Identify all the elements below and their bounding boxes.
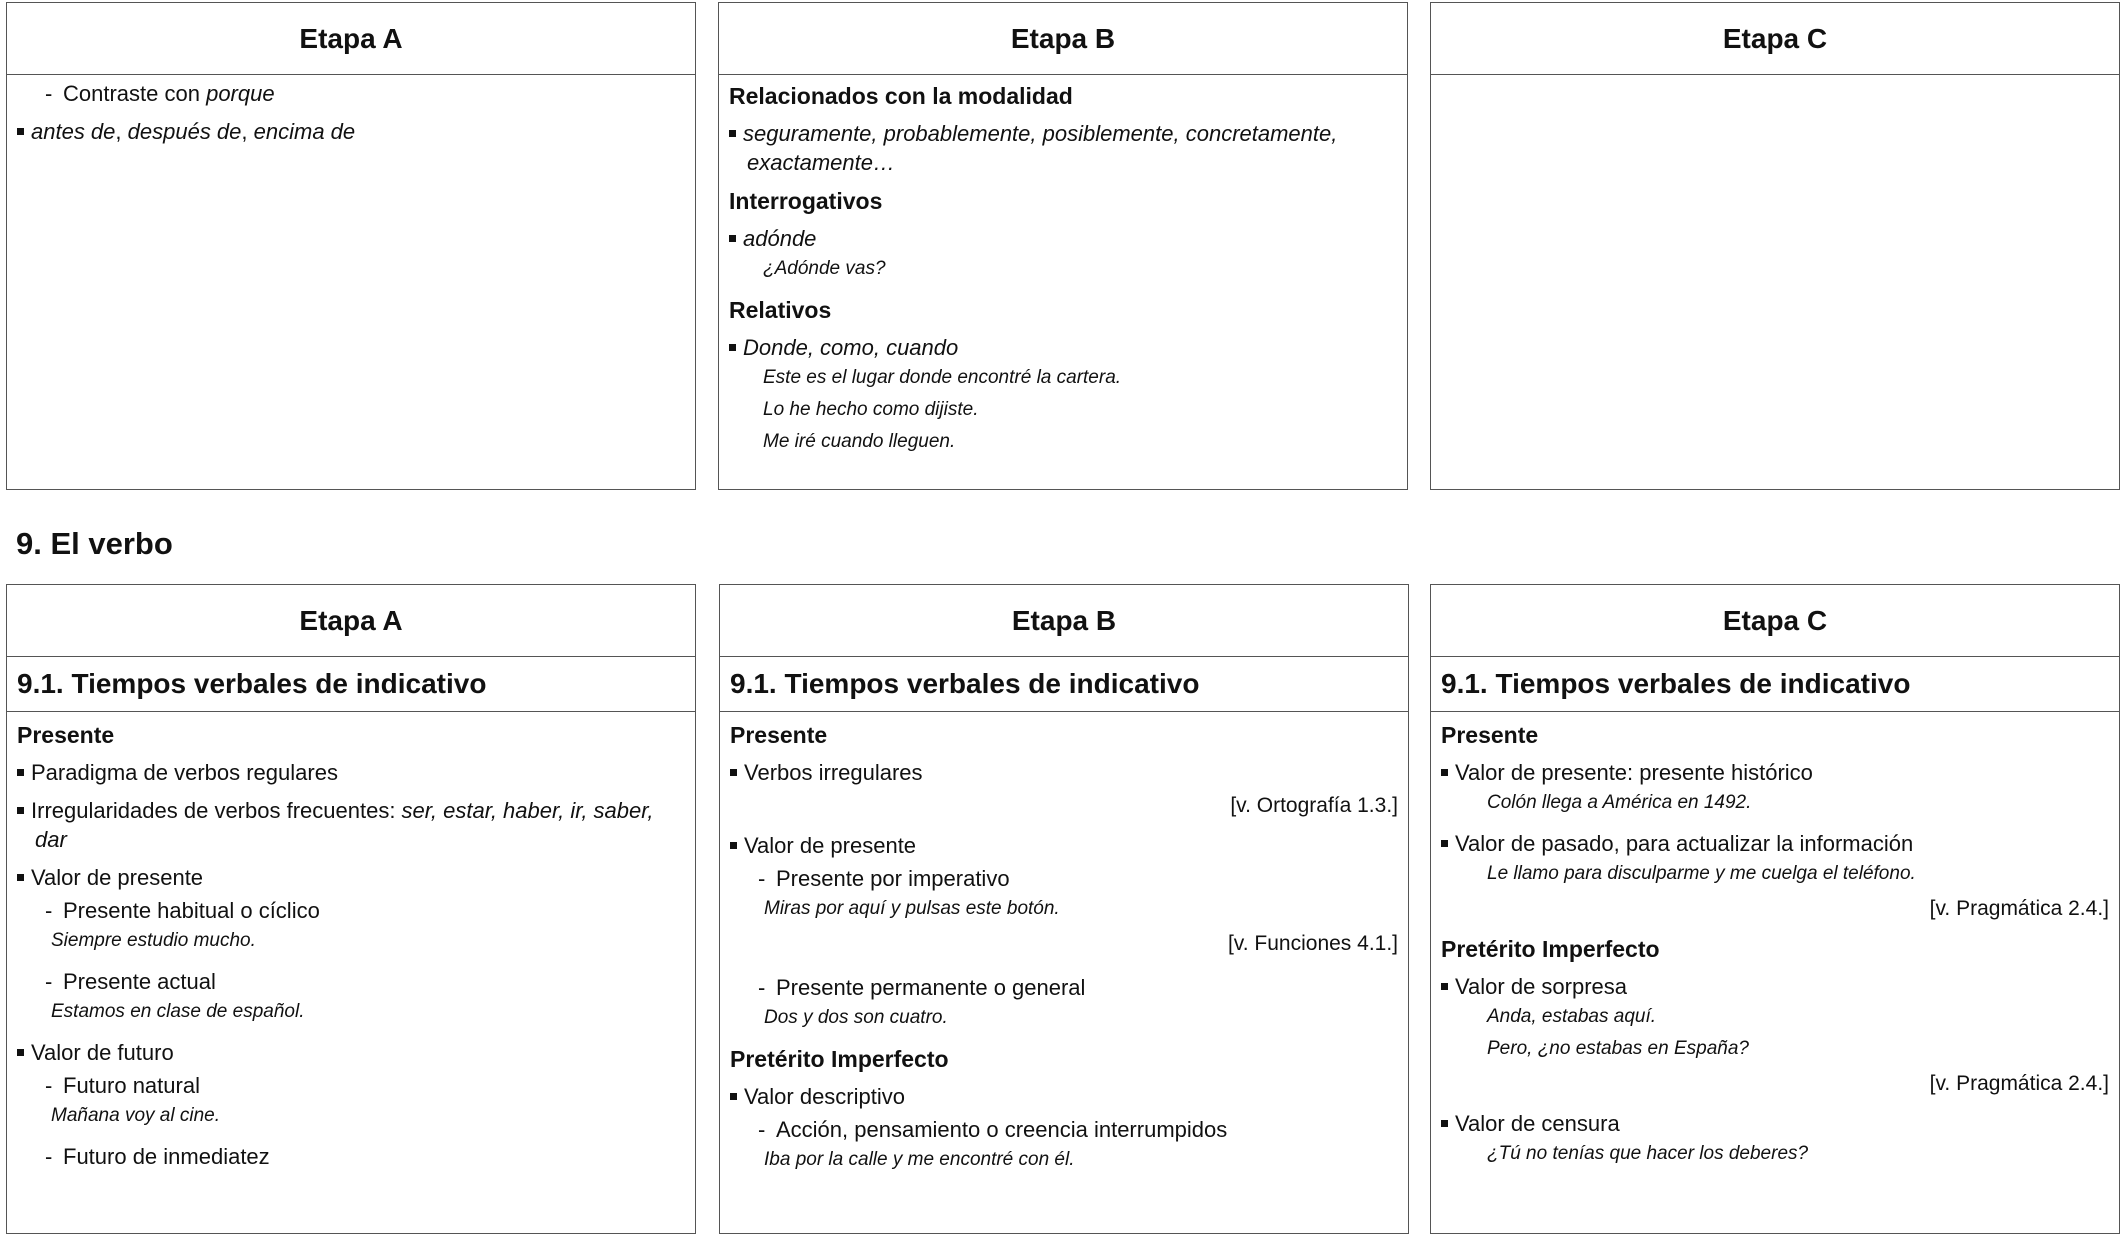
item-text: Valor de presente xyxy=(31,865,204,890)
list-item xyxy=(1441,1109,2109,1138)
example-text: Siempre estudio mucho. xyxy=(51,930,256,951)
list-item xyxy=(17,758,685,787)
example-text: Este es el lugar donde encontré la cartera. xyxy=(763,367,1122,388)
item-text: Paradigma de verbos regulares xyxy=(31,760,338,785)
list-item xyxy=(730,1082,1398,1111)
item-text: Contraste con xyxy=(63,81,207,106)
item-italic: porque xyxy=(206,81,275,106)
item-text: , xyxy=(115,119,128,144)
bullet-icon xyxy=(17,874,24,881)
bullet-icon xyxy=(729,235,736,242)
bullet-icon xyxy=(1441,840,1448,847)
list-item xyxy=(1441,829,2109,858)
bullet-icon xyxy=(730,1093,737,1100)
column-header: Etapa C xyxy=(1431,3,2119,75)
item-text: Valor de futuro xyxy=(31,1040,174,1065)
example-text: Lo he hecho como dijiste. xyxy=(763,399,979,420)
column-subheader: 9.1. Tiempos verbales de indicativo xyxy=(720,657,1408,712)
bullet-icon xyxy=(730,769,737,776)
item-text: Futuro de inmediatez xyxy=(63,1144,270,1169)
bullet-icon xyxy=(729,130,736,137)
item-italic: Donde, como, cuando xyxy=(743,335,959,360)
item-text: Presente permanente o general xyxy=(776,975,1086,1000)
list-item: - Futuro natural xyxy=(45,1073,200,1098)
list-item xyxy=(730,758,1398,787)
group-heading: Interrogativos xyxy=(729,188,883,214)
item-text: Valor de presente: presente histórico xyxy=(1455,760,1813,785)
item-italic: adónde xyxy=(743,226,817,251)
list-item: - Presente actual xyxy=(45,969,216,994)
item-text: , xyxy=(241,119,254,144)
list-item xyxy=(729,119,1397,177)
list-item: - Contraste con porque xyxy=(45,81,275,106)
example-text: Estamos en clase de español. xyxy=(51,1001,305,1022)
bullet-icon xyxy=(1441,1120,1448,1127)
column-header: Etapa A xyxy=(7,3,695,75)
column-subheader: 9.1. Tiempos verbales de indicativo xyxy=(1431,657,2119,712)
column-header: Etapa B xyxy=(720,585,1408,657)
bullet-icon xyxy=(17,769,24,776)
example-text: Dos y dos son cuatro. xyxy=(764,1007,948,1028)
group-heading: Presente xyxy=(730,722,828,748)
group-heading: Relativos xyxy=(729,297,832,323)
cross-reference: [v. Pragmática 2.4.] xyxy=(1929,897,2109,920)
item-text: Valor descriptivo xyxy=(744,1084,905,1109)
top-column-b xyxy=(718,2,1408,490)
item-text: Futuro natural xyxy=(63,1073,200,1098)
list-item: - Presente por imperativo xyxy=(758,866,1010,891)
example-text: Me iré cuando lleguen. xyxy=(763,431,956,452)
group-heading: Pretérito Imperfecto xyxy=(730,1046,949,1072)
item-text: Valor de sorpresa xyxy=(1455,974,1628,999)
list-item xyxy=(17,117,685,146)
example-text: Colón llega a América en 1492. xyxy=(1487,792,1752,813)
example-text: Pero, ¿no estabas en España? xyxy=(1487,1038,1749,1059)
group-heading: Relacionados con la modalidad xyxy=(729,83,1073,109)
list-item xyxy=(17,796,685,854)
item-text: Valor de censura xyxy=(1455,1111,1620,1136)
list-item: - Acción, pensamiento o creencia interrumpidos xyxy=(758,1117,1228,1142)
item-text: Presente por imperativo xyxy=(776,866,1010,891)
list-item xyxy=(729,224,1397,253)
cross-reference: [v. Pragmática 2.4.] xyxy=(1929,1072,2109,1095)
item-text: Valor de pasado, para actualizar la información xyxy=(1455,831,1914,856)
list-item xyxy=(729,333,1397,362)
cross-reference: [v. Ortografía 1.3.] xyxy=(1230,794,1398,817)
section-title: 9. El verbo xyxy=(16,526,173,561)
bullet-icon xyxy=(17,1049,24,1056)
example-text: Iba por la calle y me encontré con él. xyxy=(764,1149,1075,1170)
bullet-icon xyxy=(1441,769,1448,776)
bullet-icon xyxy=(1441,983,1448,990)
list-item xyxy=(730,831,1398,860)
group-heading: Pretérito Imperfecto xyxy=(1441,936,1660,962)
example-text: Mañana voy al cine. xyxy=(51,1105,220,1126)
item-text: Verbos irregulares xyxy=(744,760,923,785)
item-italic: seguramente, probablemente, posiblemente, concretamente, exactamente… xyxy=(743,121,1338,175)
cross-reference: [v. Funciones 4.1.] xyxy=(1227,932,1398,955)
item-italic: encima de xyxy=(253,119,356,144)
list-item xyxy=(1441,972,2109,1001)
example-text: Le llamo para disculparme y me cuelga el teléfono. xyxy=(1487,863,1916,884)
item-italic: después de xyxy=(127,119,242,144)
item-italic: ser, estar, haber, ir, saber, dar xyxy=(35,798,654,852)
list-item: - Futuro de inmediatez xyxy=(45,1144,270,1169)
bottom-column-b xyxy=(719,584,1409,1234)
bullet-icon xyxy=(17,128,24,135)
example-text: Anda, estabas aquí. xyxy=(1487,1006,1657,1027)
group-heading: Presente xyxy=(17,722,115,748)
list-item xyxy=(1441,758,2109,787)
list-item xyxy=(17,863,685,892)
item-italic: antes de xyxy=(31,119,116,144)
column-header: Etapa B xyxy=(719,3,1407,75)
top-column-a xyxy=(6,2,696,490)
list-item: - Presente habitual o cíclico xyxy=(45,898,320,923)
item-text: Acción, pensamiento o creencia interrumpidos xyxy=(776,1117,1228,1142)
list-item xyxy=(17,1038,685,1067)
column-subheader: 9.1. Tiempos verbales de indicativo xyxy=(7,657,695,712)
example-text: ¿Adónde vas? xyxy=(763,258,886,279)
column-header: Etapa A xyxy=(7,585,695,657)
item-text: Valor de presente xyxy=(744,833,917,858)
example-text: ¿Tú no tenías que hacer los deberes? xyxy=(1487,1143,1809,1164)
list-item: - Presente permanente o general xyxy=(758,975,1086,1000)
bottom-column-c xyxy=(1430,584,2120,1234)
bullet-icon xyxy=(730,842,737,849)
group-heading: Presente xyxy=(1441,722,1539,748)
top-column-c xyxy=(1430,2,2120,490)
item-text: Irregularidades de verbos frecuentes: xyxy=(31,798,402,823)
bullet-icon xyxy=(729,344,736,351)
column-header: Etapa C xyxy=(1431,585,2119,657)
item-text: Presente actual xyxy=(63,969,216,994)
example-text: Miras por aquí y pulsas este botón. xyxy=(764,898,1060,919)
bottom-column-a xyxy=(6,584,696,1234)
bullet-icon xyxy=(17,807,24,814)
item-text: Presente habitual o cíclico xyxy=(63,898,320,923)
